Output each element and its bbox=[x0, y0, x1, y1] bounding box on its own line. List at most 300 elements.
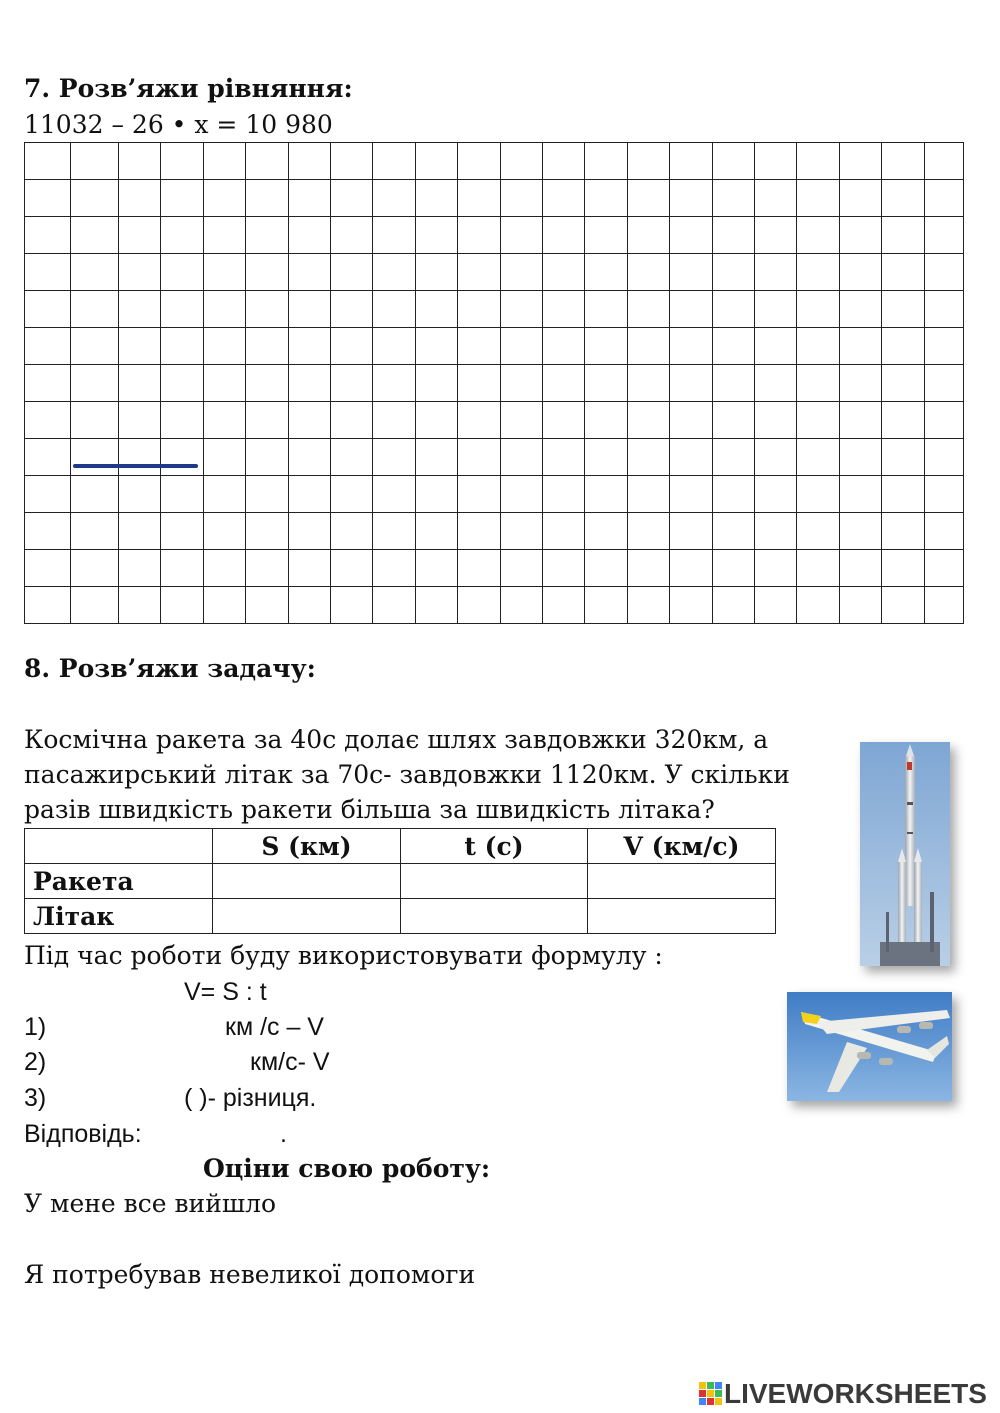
grid-cell bbox=[246, 291, 288, 328]
grid-row bbox=[25, 513, 964, 550]
answer-label: Відповідь: bbox=[24, 1120, 142, 1148]
grid-cell bbox=[330, 217, 372, 254]
grid-cell bbox=[839, 402, 881, 439]
grid-cell bbox=[627, 550, 669, 587]
grid-cell bbox=[288, 217, 330, 254]
grid-cell bbox=[415, 143, 457, 180]
grid-cell bbox=[500, 217, 542, 254]
grid-cell bbox=[25, 291, 71, 328]
grid-cell bbox=[71, 254, 118, 291]
grid-cell bbox=[712, 217, 754, 254]
grid-cell bbox=[118, 254, 160, 291]
grid-cell bbox=[585, 328, 627, 365]
grid-cell bbox=[712, 439, 754, 476]
liveworksheets-logo bbox=[698, 1379, 987, 1409]
grid-cell bbox=[203, 402, 245, 439]
grid-cell bbox=[203, 180, 245, 217]
grid-cell bbox=[797, 217, 839, 254]
grid-cell bbox=[118, 217, 160, 254]
grid-cell bbox=[71, 180, 118, 217]
grid-cell bbox=[712, 291, 754, 328]
grid-cell bbox=[118, 439, 160, 476]
grid-cell bbox=[754, 291, 796, 328]
grid-cell bbox=[161, 328, 203, 365]
grid-cell bbox=[25, 217, 71, 254]
grid-cell bbox=[882, 328, 924, 365]
grid-cell bbox=[542, 587, 584, 624]
grid-cell bbox=[712, 476, 754, 513]
grid-cell bbox=[161, 402, 203, 439]
grid-cell bbox=[330, 365, 372, 402]
grid-cell bbox=[585, 439, 627, 476]
self-assessment-option-1[interactable]: У мене все вийшло bbox=[24, 1189, 277, 1218]
grid-cell bbox=[754, 143, 796, 180]
grid-cell bbox=[924, 550, 963, 587]
grid-row bbox=[25, 254, 964, 291]
grid-cell bbox=[924, 291, 963, 328]
grid-cell bbox=[373, 180, 415, 217]
grid-row bbox=[25, 180, 964, 217]
grid-cell bbox=[25, 143, 71, 180]
grid-cell bbox=[288, 180, 330, 217]
grid-cell bbox=[882, 550, 924, 587]
task7-heading: 7. Розв’яжи рівняння: bbox=[24, 74, 353, 103]
grid-cell bbox=[924, 143, 963, 180]
grid-cell bbox=[71, 328, 118, 365]
grid-cell bbox=[670, 217, 712, 254]
grid-cell bbox=[330, 328, 372, 365]
grid-cell bbox=[500, 402, 542, 439]
grid-cell bbox=[924, 587, 963, 624]
grid-cell bbox=[627, 254, 669, 291]
grid-cell bbox=[288, 550, 330, 587]
grid-cell bbox=[627, 513, 669, 550]
data-table bbox=[24, 828, 776, 934]
grid-cell bbox=[670, 143, 712, 180]
grid-cell bbox=[585, 180, 627, 217]
grid-cell bbox=[839, 365, 881, 402]
grid-cell bbox=[542, 439, 584, 476]
grid-cell bbox=[924, 365, 963, 402]
grid-cell bbox=[415, 328, 457, 365]
grid-cell bbox=[415, 180, 457, 217]
grid-cell bbox=[25, 365, 71, 402]
grid-cell bbox=[415, 550, 457, 587]
grid-cell bbox=[246, 254, 288, 291]
grid-row bbox=[25, 550, 964, 587]
grid-cell bbox=[415, 587, 457, 624]
grid-cell bbox=[797, 254, 839, 291]
row-label-plane: Літак bbox=[25, 899, 213, 934]
table-row bbox=[25, 864, 776, 899]
task8-heading: 8. Розв’яжи задачу: bbox=[24, 654, 316, 683]
grid-cell bbox=[627, 180, 669, 217]
answer-grid bbox=[24, 142, 964, 624]
grid-cell bbox=[161, 550, 203, 587]
grid-cell bbox=[542, 217, 584, 254]
grid-cell bbox=[797, 402, 839, 439]
grid-cell bbox=[627, 402, 669, 439]
grid-cell bbox=[712, 365, 754, 402]
grid-cell bbox=[415, 402, 457, 439]
grid-cell bbox=[203, 143, 245, 180]
plane-speed-cell[interactable] bbox=[588, 899, 776, 934]
grid-cell bbox=[839, 476, 881, 513]
grid-cell bbox=[118, 291, 160, 328]
grid-row bbox=[25, 291, 964, 328]
logo-mark-icon bbox=[698, 1381, 724, 1407]
grid-cell bbox=[839, 587, 881, 624]
grid-cell bbox=[25, 254, 71, 291]
grid-cell bbox=[25, 402, 71, 439]
grid-cell bbox=[25, 550, 71, 587]
grid-cell bbox=[373, 402, 415, 439]
grid-cell bbox=[542, 476, 584, 513]
grid-row bbox=[25, 402, 964, 439]
grid-cell bbox=[415, 365, 457, 402]
grid-cell bbox=[670, 587, 712, 624]
grid-cell bbox=[627, 587, 669, 624]
grid-cell bbox=[203, 439, 245, 476]
plane-picture bbox=[787, 992, 952, 1101]
grid-cell bbox=[246, 365, 288, 402]
grid-cell bbox=[203, 291, 245, 328]
grid-cell bbox=[203, 587, 245, 624]
grid-cell bbox=[797, 439, 839, 476]
self-assessment-option-2[interactable]: Я потребував невеликої допомоги bbox=[24, 1260, 476, 1289]
grid-cell bbox=[585, 365, 627, 402]
grid-cell bbox=[118, 328, 160, 365]
grid-cell bbox=[627, 476, 669, 513]
grid-cell bbox=[288, 439, 330, 476]
grid-row bbox=[25, 365, 964, 402]
grid-cell bbox=[373, 143, 415, 180]
rocket-distance-cell[interactable] bbox=[213, 864, 401, 899]
grid-cell bbox=[542, 513, 584, 550]
grid-cell bbox=[585, 476, 627, 513]
grid-cell bbox=[161, 291, 203, 328]
grid-cell bbox=[797, 291, 839, 328]
grid-cell bbox=[415, 291, 457, 328]
grid-cell bbox=[670, 291, 712, 328]
grid-cell bbox=[246, 402, 288, 439]
grid-cell bbox=[627, 328, 669, 365]
grid-cell bbox=[585, 143, 627, 180]
grid-cell bbox=[330, 439, 372, 476]
grid-cell bbox=[670, 476, 712, 513]
grid-cell bbox=[330, 513, 372, 550]
grid-cell bbox=[882, 476, 924, 513]
grid-cell bbox=[373, 439, 415, 476]
grid-cell bbox=[118, 513, 160, 550]
grid-cell bbox=[839, 143, 881, 180]
grid-cell bbox=[839, 291, 881, 328]
grid-cell bbox=[246, 143, 288, 180]
grid-cell bbox=[288, 328, 330, 365]
self-assessment-heading: Оціни свою роботу: bbox=[203, 1154, 491, 1183]
grid-cell bbox=[627, 143, 669, 180]
grid-cell bbox=[373, 217, 415, 254]
grid-cell bbox=[25, 180, 71, 217]
grid-cell bbox=[797, 180, 839, 217]
blue-underline bbox=[73, 464, 198, 468]
grid-cell bbox=[71, 550, 118, 587]
grid-cell bbox=[585, 550, 627, 587]
grid-cell bbox=[118, 550, 160, 587]
grid-cell bbox=[71, 365, 118, 402]
grid-cell bbox=[882, 180, 924, 217]
grid-cell bbox=[797, 365, 839, 402]
grid-cell bbox=[71, 476, 118, 513]
grid-cell bbox=[288, 476, 330, 513]
grid-cell bbox=[415, 513, 457, 550]
grid-cell bbox=[839, 217, 881, 254]
grid-cell bbox=[754, 476, 796, 513]
grid-cell bbox=[882, 402, 924, 439]
grid-cell bbox=[924, 180, 963, 217]
grid-cell bbox=[203, 217, 245, 254]
grid-cell bbox=[882, 254, 924, 291]
grid-cell bbox=[203, 513, 245, 550]
grid-cell bbox=[754, 254, 796, 291]
grid-cell bbox=[924, 254, 963, 291]
grid-cell bbox=[246, 439, 288, 476]
grid-cell bbox=[71, 217, 118, 254]
grid-cell bbox=[246, 587, 288, 624]
grid-cell bbox=[670, 180, 712, 217]
grid-cell bbox=[203, 550, 245, 587]
grid-cell bbox=[330, 476, 372, 513]
grid-cell bbox=[500, 254, 542, 291]
grid-cell bbox=[882, 291, 924, 328]
grid-cell bbox=[458, 291, 500, 328]
problem-line-2: пасажирський літак за 70с- завдовжки 1120км. У скільки bbox=[24, 760, 790, 789]
grid-cell bbox=[924, 513, 963, 550]
grid-cell bbox=[670, 365, 712, 402]
grid-cell bbox=[585, 513, 627, 550]
table-row bbox=[25, 899, 776, 934]
grid-cell bbox=[415, 476, 457, 513]
grid-cell bbox=[882, 513, 924, 550]
grid-cell bbox=[754, 328, 796, 365]
grid-row bbox=[25, 476, 964, 513]
grid-cell bbox=[585, 217, 627, 254]
grid-cell bbox=[882, 365, 924, 402]
grid-cell bbox=[839, 439, 881, 476]
grid-cell bbox=[754, 365, 796, 402]
grid-cell bbox=[288, 365, 330, 402]
header-distance: S (км) bbox=[213, 829, 401, 864]
grid-cell bbox=[373, 587, 415, 624]
header-speed: V (км/с) bbox=[588, 829, 776, 864]
grid-cell bbox=[288, 402, 330, 439]
answer-dot: . bbox=[280, 1120, 287, 1148]
grid-cell bbox=[71, 513, 118, 550]
grid-cell bbox=[25, 587, 71, 624]
grid-cell bbox=[458, 513, 500, 550]
grid-cell bbox=[712, 328, 754, 365]
grid-cell bbox=[797, 587, 839, 624]
grid-cell bbox=[373, 550, 415, 587]
grid-cell bbox=[71, 143, 118, 180]
grid-cell bbox=[627, 217, 669, 254]
grid-cell bbox=[585, 254, 627, 291]
grid-row bbox=[25, 217, 964, 254]
grid-cell bbox=[754, 402, 796, 439]
grid-cell bbox=[585, 402, 627, 439]
grid-cell bbox=[500, 365, 542, 402]
grid-row bbox=[25, 587, 964, 624]
grid-cell bbox=[627, 439, 669, 476]
grid-cell bbox=[458, 587, 500, 624]
grid-cell bbox=[288, 254, 330, 291]
grid-cell bbox=[288, 291, 330, 328]
grid-cell bbox=[25, 476, 71, 513]
grid-cell bbox=[458, 476, 500, 513]
grid-cell bbox=[500, 143, 542, 180]
step-1-text: км /с – V bbox=[225, 1013, 324, 1041]
grid-cell bbox=[288, 143, 330, 180]
grid-cell bbox=[458, 254, 500, 291]
grid-cell bbox=[797, 476, 839, 513]
grid-cell bbox=[924, 439, 963, 476]
grid-cell bbox=[712, 180, 754, 217]
grid-cell bbox=[542, 291, 584, 328]
grid-cell bbox=[797, 513, 839, 550]
grid-cell bbox=[712, 550, 754, 587]
grid-cell bbox=[754, 439, 796, 476]
grid-cell bbox=[670, 550, 712, 587]
grid-cell bbox=[797, 550, 839, 587]
grid-row bbox=[25, 328, 964, 365]
grid-cell bbox=[246, 513, 288, 550]
grid-cell bbox=[712, 254, 754, 291]
grid-cell bbox=[458, 217, 500, 254]
grid-cell bbox=[500, 476, 542, 513]
plane-distance-cell[interactable] bbox=[213, 899, 401, 934]
rocket-speed-cell[interactable] bbox=[588, 864, 776, 899]
grid-cell bbox=[330, 291, 372, 328]
grid-cell bbox=[330, 402, 372, 439]
grid-cell bbox=[670, 513, 712, 550]
grid-cell bbox=[203, 365, 245, 402]
grid-cell bbox=[500, 513, 542, 550]
grid-cell bbox=[161, 587, 203, 624]
grid-cell bbox=[500, 550, 542, 587]
grid-cell bbox=[71, 587, 118, 624]
grid-cell bbox=[25, 513, 71, 550]
grid-cell bbox=[458, 180, 500, 217]
grid-cell bbox=[924, 328, 963, 365]
grid-cell bbox=[458, 402, 500, 439]
grid-cell bbox=[839, 513, 881, 550]
grid-cell bbox=[25, 328, 71, 365]
rocket-time-cell[interactable] bbox=[401, 864, 588, 899]
grid-cell bbox=[458, 328, 500, 365]
grid-cell bbox=[118, 476, 160, 513]
grid-cell bbox=[924, 217, 963, 254]
grid-cell bbox=[458, 439, 500, 476]
grid-cell bbox=[415, 439, 457, 476]
grid-cell bbox=[754, 180, 796, 217]
grid-cell bbox=[161, 439, 203, 476]
grid-cell bbox=[373, 291, 415, 328]
problem-line-3: разів швидкість ракети більша за швидкість літака? bbox=[24, 795, 715, 824]
grid-cell bbox=[118, 143, 160, 180]
grid-cell bbox=[373, 328, 415, 365]
grid-cell bbox=[712, 143, 754, 180]
step-2-text: км/с- V bbox=[250, 1048, 330, 1076]
grid-cell bbox=[542, 180, 584, 217]
plane-time-cell[interactable] bbox=[401, 899, 588, 934]
grid-cell bbox=[118, 587, 160, 624]
grid-cell bbox=[882, 439, 924, 476]
grid-cell bbox=[627, 291, 669, 328]
grid-cell bbox=[161, 180, 203, 217]
grid-row bbox=[25, 143, 964, 180]
grid-cell bbox=[500, 328, 542, 365]
grid-cell bbox=[458, 550, 500, 587]
grid-cell bbox=[458, 365, 500, 402]
grid-cell bbox=[670, 439, 712, 476]
grid-cell bbox=[288, 587, 330, 624]
grid-cell bbox=[542, 402, 584, 439]
step-1-number: 1) bbox=[24, 1013, 47, 1041]
grid-cell bbox=[118, 402, 160, 439]
grid-cell bbox=[161, 513, 203, 550]
grid-cell bbox=[542, 143, 584, 180]
grid-cell bbox=[924, 402, 963, 439]
grid-cell bbox=[500, 587, 542, 624]
grid-cell bbox=[882, 217, 924, 254]
header-time: t (с) bbox=[401, 829, 588, 864]
grid-cell bbox=[839, 180, 881, 217]
grid-cell bbox=[25, 439, 71, 476]
grid-cell bbox=[161, 365, 203, 402]
grid-cell bbox=[754, 217, 796, 254]
grid-cell bbox=[882, 587, 924, 624]
grid-cell bbox=[670, 254, 712, 291]
grid-cell bbox=[71, 439, 118, 476]
grid-cell bbox=[203, 476, 245, 513]
grid-cell bbox=[203, 254, 245, 291]
grid-cell bbox=[797, 143, 839, 180]
grid-cell bbox=[288, 513, 330, 550]
grid-cell bbox=[627, 365, 669, 402]
grid-cell bbox=[330, 587, 372, 624]
grid-cell bbox=[542, 365, 584, 402]
grid-cell bbox=[330, 550, 372, 587]
grid-cell bbox=[754, 513, 796, 550]
grid-cell bbox=[585, 291, 627, 328]
task7-equation: 11032 – 26 • x = 10 980 bbox=[24, 110, 333, 139]
grid-cell bbox=[330, 143, 372, 180]
grid-cell bbox=[839, 254, 881, 291]
grid-cell bbox=[500, 291, 542, 328]
formula: V= S : t bbox=[184, 978, 267, 1006]
grid-cell bbox=[754, 550, 796, 587]
grid-cell bbox=[246, 328, 288, 365]
grid-cell bbox=[712, 587, 754, 624]
grid-cell bbox=[373, 254, 415, 291]
formula-intro: Під час роботи буду використовувати формулу : bbox=[24, 941, 663, 970]
grid-cell bbox=[71, 291, 118, 328]
grid-cell bbox=[246, 217, 288, 254]
row-label-rocket: Ракета bbox=[25, 864, 213, 899]
grid-cell bbox=[712, 402, 754, 439]
grid-cell bbox=[712, 513, 754, 550]
grid-cell bbox=[71, 402, 118, 439]
